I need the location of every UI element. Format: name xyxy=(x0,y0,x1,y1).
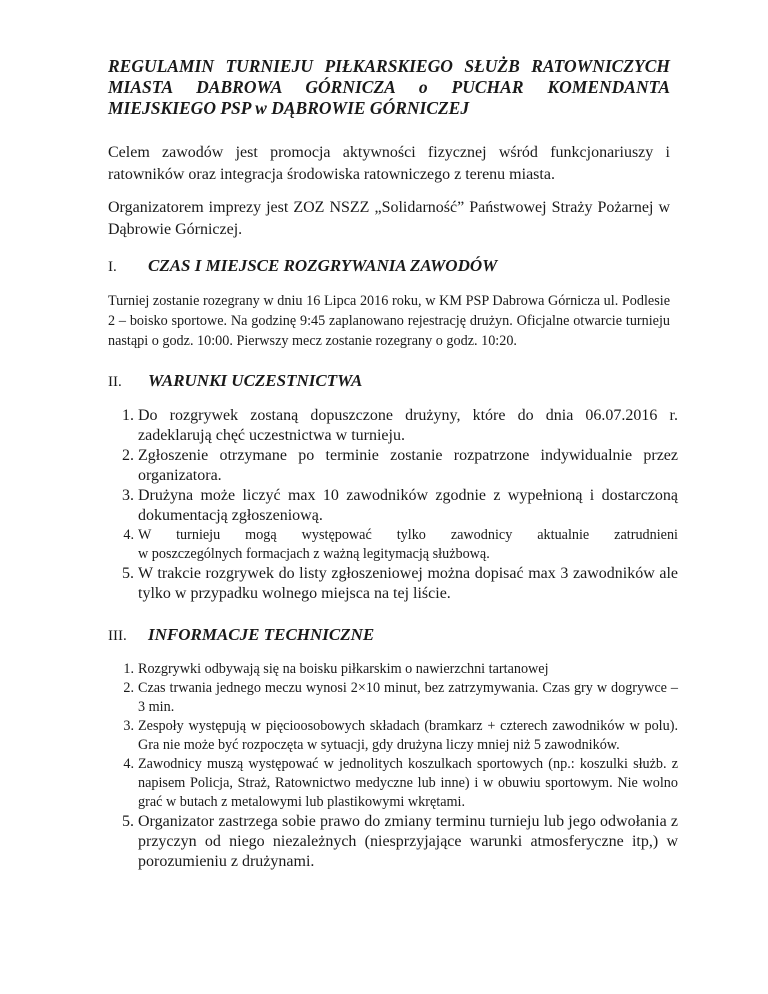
list-item: 3. Drużyna może liczyć max 10 zawodników zgodnie z wypełnioną i dostarczoną dokumentacją zgłoszeniową. xyxy=(122,487,678,524)
section-3-list xyxy=(108,660,678,872)
section-1-heading xyxy=(108,255,497,278)
section-2-heading xyxy=(108,370,362,393)
section-2-title: WARUNKI UCZESTNICTWA xyxy=(148,371,363,390)
section-1-numeral: I. xyxy=(108,259,117,275)
section-3-title: INFORMACJE TECHNICZNE xyxy=(148,625,375,644)
list-item: 3. Zespoły występują w pięcioosobowych składach (bramkarz + czterech zawodników w polu). Gra nie może być rozpoczęta w sytuacji, gdy drużyna liczy mniej niż 5 zawodników. xyxy=(123,718,678,753)
list-item: 1. Rozgrywki odbywają się na boisku piłkarskim o nawierzchni tartanowej xyxy=(123,661,549,677)
section-3-numeral: III. xyxy=(108,628,127,644)
section-1-title: CZAS I MIEJSCE ROZGRYWANIA ZAWODÓW xyxy=(148,256,498,275)
section-3-heading xyxy=(108,624,374,647)
list-item: 1. Do rozgrywek zostaną dopuszczone drużyny, które do dnia 06.07.2016 r. zadeklarują chęć uczestnictwa w turnieju. xyxy=(122,407,678,444)
list-item: 4. Zawodnicy muszą występować w jednolitych koszulkach sportowych (np.: koszulki służb. z napisem Policja, Straż, Ratownictwo medyczne lub inne) i w obuwiu sportowym. Nie wolno grać w butach z metalowymi lub plastikowymi wkrętami. xyxy=(123,756,678,810)
list-item: 5. Organizator zastrzega sobie prawo do zmiany terminu turnieju lub jego odwołania z przyczyn od niego niezależnych (niesprzyjające warunki atmosferyczne itp,) w porozumieniu z drużynami. xyxy=(122,813,678,870)
organizer-paragraph: Organizatorem imprezy jest ZOZ NSZZ „Solidarność” Państwowej Straży Pożarnej w Dąbrowie Górniczej. xyxy=(108,199,670,238)
section-2-numeral: II. xyxy=(108,374,122,390)
list-item: 2. Czas trwania jednego meczu wynosi 2×10 minut, bez zatrzymywania. Czas gry w dogrywce – 3 min. xyxy=(123,680,678,715)
list-item: 4. W turnieju mogą występować tylko zawodnicy aktualnie zatrudnieni w poszczególnych formacjach z ważną legitymacją służbową. xyxy=(123,527,678,562)
section-1-body: Turniej zostanie rozegrany w dniu 16 Lipca 2016 roku, w KM PSP Dabrowa Górnicza ul. Podlesie 2 – boisko sportowe. Na godzinę 9:45 zaplanowano rejestrację drużyn. Oficjalne otwarcie turnieju nastąpi o godz. 10:00. Pierwszy mecz zostanie rozegrany o godz. 10:20. xyxy=(108,293,670,349)
document-title: REGULAMIN TURNIEJU PIŁKARSKIEGO SŁUŻB RATOWNICZYCH MIASTA DABROWA GÓRNICZA o PUCHAR KOMENDANTA MIEJSKIEGO PSP w DĄBROWIE GÓRNICZEJ xyxy=(108,56,670,118)
intro-paragraph: Celem zawodów jest promocja aktywności fizycznej wśród funkcjonariuszy i ratowników oraz integracja środowiska ratowniczego z terenu miasta. xyxy=(108,144,670,183)
list-item: 2. Zgłoszenie otrzymane po terminie zostanie rozpatrzone indywidualnie przez organizatora. xyxy=(122,447,678,484)
section-2-list xyxy=(108,406,678,604)
list-item: 5. W trakcie rozgrywek do listy zgłoszeniowej można dopisać max 3 zawodników ale tylko w przypadku wolnego miejsca na tej liście. xyxy=(122,565,678,602)
